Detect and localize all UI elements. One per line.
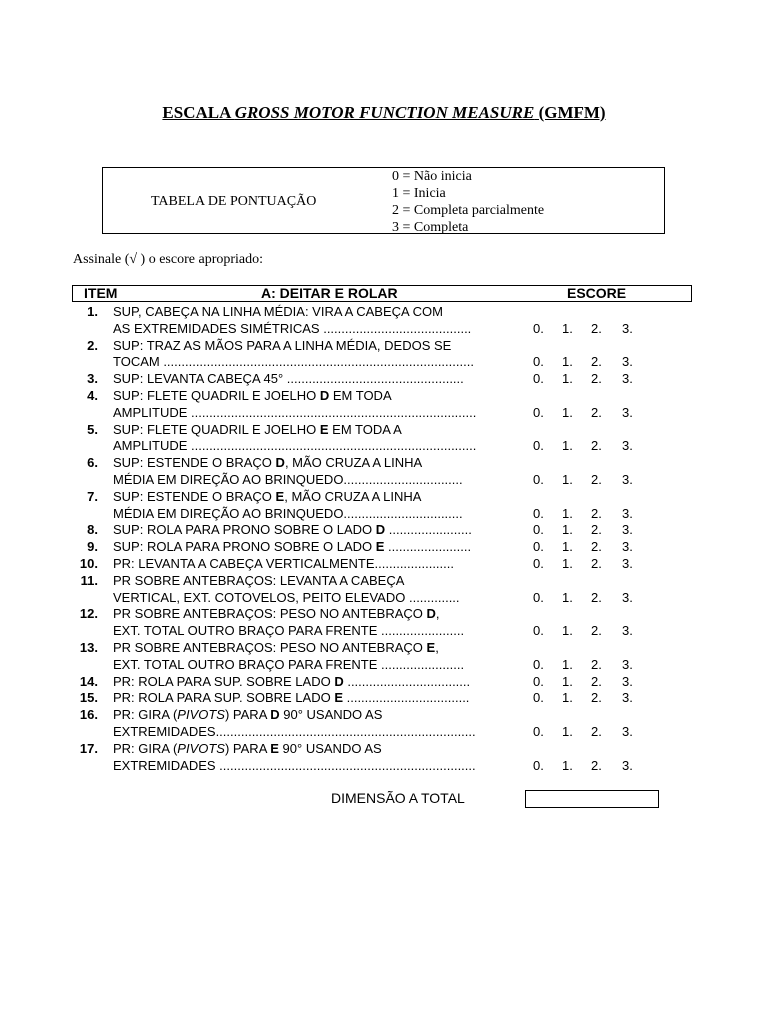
score-options	[0, 623, 768, 640]
item-text-segment: EM TODA	[329, 387, 392, 403]
score-option-3[interactable]: 3.	[622, 589, 633, 605]
item-text-segment: PR SOBRE ANTEBRAÇOS: PESO NO ANTEBRAÇO	[113, 606, 427, 622]
item-row	[0, 422, 768, 456]
score-option-1[interactable]: 1.	[562, 404, 573, 420]
score-option-2[interactable]: 2.	[591, 438, 602, 454]
item-text-segment: E	[375, 539, 385, 555]
score-option-3[interactable]: 3.	[622, 320, 633, 336]
score-option-2[interactable]: 2.	[591, 589, 602, 605]
score-option-1[interactable]: 1.	[562, 522, 573, 538]
item-row	[0, 455, 768, 489]
item-text-segment: PR SOBRE ANTEBRAÇOS: LEVANTA A CABEÇA	[113, 572, 405, 588]
score-options	[0, 758, 768, 775]
item-text-segment: MÉDIA EM DIREÇÃO AO BRINQUEDO.................................	[113, 505, 463, 521]
item-number: 14.	[79, 673, 98, 689]
score-option-2[interactable]: 2.	[591, 555, 602, 571]
item-text-line	[0, 640, 768, 657]
item-row	[0, 707, 768, 741]
item-description	[113, 455, 422, 472]
item-number: 7.	[87, 488, 98, 504]
item-text-line	[0, 690, 768, 707]
score-options	[0, 522, 768, 539]
scale-entry-1: 1 = Inicia	[392, 186, 446, 201]
item-text-line	[0, 539, 768, 556]
score-option-0[interactable]: 0.	[533, 471, 544, 487]
score-options	[0, 590, 768, 607]
score-option-0[interactable]: 0.	[533, 404, 544, 420]
score-options	[0, 321, 768, 338]
score-option-3[interactable]: 3.	[622, 522, 633, 538]
score-option-0[interactable]: 0.	[533, 522, 544, 538]
total-input-box[interactable]	[525, 790, 659, 808]
score-option-3[interactable]: 3.	[622, 371, 633, 387]
score-option-0[interactable]: 0.	[533, 723, 544, 739]
item-text-segment: SUP: TRAZ AS MÃOS PARA A LINHA MÉDIA, DEDOS SE	[113, 337, 452, 353]
item-row	[0, 556, 768, 573]
score-options	[0, 506, 768, 523]
item-text-line	[0, 590, 768, 607]
scoring-table-label: TABELA DE PONTUAÇÃO	[151, 194, 317, 209]
item-row	[0, 338, 768, 372]
item-text-line	[0, 522, 768, 539]
item-text-segment: AMPLITUDE ...............................................................................	[113, 404, 477, 420]
item-text-segment: AS EXTREMIDADES SIMÉTRICAS .........................................	[113, 320, 472, 336]
item-number: 2.	[87, 337, 98, 353]
item-text-segment: SUP: ESTENDE O BRAÇO	[113, 488, 276, 504]
item-description	[113, 304, 443, 321]
score-option-1[interactable]: 1.	[562, 656, 573, 672]
score-option-3[interactable]: 3.	[622, 757, 633, 773]
item-row	[0, 741, 768, 775]
item-number: 3.	[87, 371, 98, 387]
score-option-3[interactable]: 3.	[622, 471, 633, 487]
item-number: 6.	[87, 455, 98, 471]
item-description	[113, 388, 392, 405]
item-text-segment: ,	[435, 639, 439, 655]
score-option-2[interactable]: 2.	[591, 505, 602, 521]
item-row	[0, 522, 768, 539]
item-number: 5.	[87, 421, 98, 437]
item-row	[0, 640, 768, 674]
title-italic: GROSS MOTOR FUNCTION MEASURE	[234, 103, 535, 122]
score-options	[0, 539, 768, 556]
score-option-3[interactable]: 3.	[622, 656, 633, 672]
score-option-1[interactable]: 1.	[562, 471, 573, 487]
item-number: 15.	[79, 690, 98, 706]
item-text-segment: , MÃO CRUZA A LINHA	[284, 455, 423, 471]
item-text-segment: PR: ROLA PARA SUP. SOBRE LADO	[113, 690, 335, 706]
score-option-3[interactable]: 3.	[622, 673, 633, 689]
score-option-1[interactable]: 1.	[562, 438, 573, 454]
item-text-segment: D	[275, 455, 285, 471]
item-text-segment: ) PARA	[224, 740, 271, 756]
score-option-0[interactable]: 0.	[533, 505, 544, 521]
item-text-segment: E	[319, 421, 329, 437]
item-text-segment: ..................................	[343, 690, 470, 706]
score-options	[0, 371, 768, 388]
item-text-line	[0, 741, 768, 758]
score-options	[0, 556, 768, 573]
item-row	[0, 606, 768, 640]
score-option-2[interactable]: 2.	[591, 623, 602, 639]
item-text-segment: E	[270, 740, 279, 756]
scale-entry-0: 0 = Não inicia	[392, 169, 472, 184]
item-description	[113, 640, 439, 657]
item-text-segment: AMPLITUDE ...............................................................................	[113, 438, 477, 454]
item-description	[113, 606, 440, 623]
item-text-line	[0, 304, 768, 321]
header-item: ITEM	[84, 285, 118, 301]
score-option-2[interactable]: 2.	[591, 371, 602, 387]
score-option-0[interactable]: 0.	[533, 371, 544, 387]
item-number: 12.	[79, 606, 98, 622]
title-suffix: (GMFM)	[534, 103, 606, 122]
title-prefix: ESCALA	[162, 103, 235, 122]
score-options	[0, 657, 768, 674]
item-text-segment: EXTREMIDADES........................................................................	[113, 723, 476, 739]
score-options	[0, 674, 768, 691]
item-text-segment: SUP: FLETE QUADRIL E JOELHO	[113, 387, 320, 403]
item-number: 11.	[80, 572, 98, 588]
item-number: 8.	[87, 522, 98, 538]
item-text-segment: , MÃO CRUZA A LINHA	[284, 488, 422, 504]
score-option-0[interactable]: 0.	[533, 623, 544, 639]
item-text-segment: PIVOTS	[177, 740, 225, 756]
score-option-2[interactable]: 2.	[591, 404, 602, 420]
item-text-line	[0, 674, 768, 691]
item-text-line	[0, 338, 768, 355]
score-option-0[interactable]: 0.	[533, 589, 544, 605]
item-description	[113, 573, 404, 590]
item-text-line	[0, 405, 768, 422]
score-option-2[interactable]: 2.	[591, 354, 602, 370]
score-options	[0, 724, 768, 741]
item-text-segment: ,	[435, 606, 440, 622]
scoring-table	[102, 167, 665, 234]
item-number: 17.	[79, 740, 98, 756]
score-option-2[interactable]: 2.	[591, 723, 602, 739]
item-number: 1.	[87, 304, 98, 319]
item-row	[0, 674, 768, 691]
item-number: 16.	[79, 707, 98, 723]
item-text-line	[0, 371, 768, 388]
item-text-segment: SUP: LEVANTA CABEÇA 45° .................................................	[113, 371, 464, 387]
item-row	[0, 690, 768, 707]
score-option-3[interactable]: 3.	[622, 690, 633, 706]
score-option-3[interactable]: 3.	[622, 505, 633, 521]
item-text-line	[0, 422, 768, 439]
score-option-1[interactable]: 1.	[562, 371, 573, 387]
item-text-segment: PR: GIRA (	[113, 707, 178, 723]
score-option-2[interactable]: 2.	[591, 522, 602, 538]
scale-entry-3: 3 = Completa	[392, 220, 469, 235]
score-option-0[interactable]: 0.	[533, 539, 544, 555]
score-option-3[interactable]: 3.	[622, 539, 633, 555]
item-text-segment: D	[270, 707, 280, 723]
item-text-line	[0, 489, 768, 506]
item-text-segment: ) PARA	[224, 707, 271, 723]
score-option-2[interactable]: 2.	[591, 690, 602, 706]
score-options	[0, 405, 768, 422]
item-text-segment: EXT. TOTAL OUTRO BRAÇO PARA FRENTE .......................	[113, 623, 465, 639]
item-text-segment: PR: GIRA (	[113, 740, 178, 756]
item-text-segment: E	[334, 690, 343, 706]
score-options	[0, 690, 768, 707]
score-option-1[interactable]: 1.	[562, 320, 573, 336]
item-text-line	[0, 573, 768, 590]
score-option-2[interactable]: 2.	[591, 471, 602, 487]
score-option-3[interactable]: 3.	[622, 723, 633, 739]
score-options	[0, 354, 768, 371]
score-options	[0, 438, 768, 455]
score-option-1[interactable]: 1.	[562, 723, 573, 739]
score-option-0[interactable]: 0.	[533, 320, 544, 336]
scoring-scale	[392, 168, 544, 236]
item-description	[113, 489, 421, 506]
item-row	[0, 573, 768, 607]
score-option-0[interactable]: 0.	[533, 673, 544, 689]
score-options	[0, 472, 768, 489]
score-option-3[interactable]: 3.	[622, 404, 633, 420]
item-text-segment: .......................	[385, 522, 472, 538]
score-option-2[interactable]: 2.	[591, 320, 602, 336]
score-option-2[interactable]: 2.	[591, 673, 602, 689]
item-text-line	[0, 556, 768, 573]
score-option-0[interactable]: 0.	[533, 555, 544, 571]
total-label: DIMENSÃO A TOTAL	[331, 790, 465, 806]
score-option-1[interactable]: 1.	[562, 539, 573, 555]
item-text-segment: D	[319, 387, 330, 403]
item-text-segment: D	[426, 606, 436, 622]
instruction-text: Assinale (√ ) o escore apropriado:	[73, 252, 264, 267]
item-text-segment: VERTICAL, EXT. COTOVELOS, PEITO ELEVADO ..............	[113, 589, 460, 605]
item-text-line	[0, 506, 768, 523]
item-text-line	[0, 657, 768, 674]
item-text-line	[0, 438, 768, 455]
item-text-segment: 90° USANDO AS	[279, 707, 383, 723]
score-option-3[interactable]: 3.	[622, 438, 633, 454]
score-option-0[interactable]: 0.	[533, 354, 544, 370]
item-text-segment: SUP: FLETE QUADRIL E JOELHO	[113, 421, 320, 437]
item-text-line	[0, 724, 768, 741]
item-text-segment: PR SOBRE ANTEBRAÇOS: PESO NO ANTEBRAÇO	[113, 639, 427, 655]
score-option-0[interactable]: 0.	[533, 757, 544, 773]
item-number: 13.	[79, 639, 98, 655]
score-option-3[interactable]: 3.	[622, 623, 633, 639]
item-text-line	[0, 455, 768, 472]
item-text-segment: E	[275, 488, 285, 504]
item-text-segment: TOCAM ......................................................................................	[113, 354, 474, 370]
item-text-line	[0, 707, 768, 724]
item-text-segment: SUP, CABEÇA NA LINHA MÉDIA: VIRA A CABEÇA COM	[113, 304, 443, 319]
item-text-line	[0, 472, 768, 489]
item-text-segment: 90° USANDO AS	[278, 740, 382, 756]
item-number: 10.	[79, 555, 98, 571]
item-row	[0, 371, 768, 388]
item-description	[113, 707, 382, 724]
score-option-1[interactable]: 1.	[562, 555, 573, 571]
item-number: 4.	[87, 387, 98, 403]
item-text-line	[0, 354, 768, 371]
item-row	[0, 489, 768, 523]
item-text-segment: EXTREMIDADES .......................................................................	[113, 757, 476, 773]
header-section: A: DEITAR E ROLAR	[261, 285, 398, 301]
score-option-3[interactable]: 3.	[622, 555, 633, 571]
score-option-1[interactable]: 1.	[562, 354, 573, 370]
page-title	[0, 103, 768, 123]
item-text-segment: E	[426, 639, 436, 655]
score-option-1[interactable]: 1.	[562, 690, 573, 706]
item-text-line	[0, 623, 768, 640]
item-text-segment: PR: LEVANTA A CABEÇA VERTICALMENTE......................	[113, 555, 454, 571]
score-option-1[interactable]: 1.	[562, 623, 573, 639]
item-text-line	[0, 606, 768, 623]
score-option-1[interactable]: 1.	[562, 505, 573, 521]
item-text-segment: MÉDIA EM DIREÇÃO AO BRINQUEDO.................................	[113, 471, 463, 487]
item-text-segment: SUP: ESTENDE O BRAÇO	[113, 455, 276, 471]
item-number: 9.	[87, 539, 98, 555]
item-text-line	[0, 758, 768, 775]
item-description	[113, 741, 382, 758]
score-option-2[interactable]: 2.	[591, 757, 602, 773]
item-text-segment: EXT. TOTAL OUTRO BRAÇO PARA FRENTE .......................	[113, 656, 465, 672]
item-text-segment: D	[334, 673, 344, 689]
item-list	[0, 304, 768, 774]
score-option-0[interactable]: 0.	[533, 656, 544, 672]
header-score: ESCORE	[567, 285, 627, 301]
score-option-0[interactable]: 0.	[533, 690, 544, 706]
item-text-line	[0, 321, 768, 338]
item-description	[113, 338, 451, 355]
table-header	[72, 285, 692, 302]
score-option-2[interactable]: 2.	[591, 539, 602, 555]
item-row	[0, 304, 768, 338]
score-option-2[interactable]: 2.	[591, 656, 602, 672]
item-text-segment: PIVOTS	[177, 707, 225, 723]
item-text-segment: SUP: ROLA PARA PRONO SOBRE O LADO	[113, 522, 376, 538]
item-text-segment: .......................	[384, 539, 472, 555]
item-text-line	[0, 388, 768, 405]
item-text-segment: EM TODA A	[328, 421, 402, 437]
item-row	[0, 539, 768, 556]
score-option-1[interactable]: 1.	[562, 673, 573, 689]
score-option-3[interactable]: 3.	[622, 354, 633, 370]
score-option-0[interactable]: 0.	[533, 438, 544, 454]
score-option-1[interactable]: 1.	[562, 589, 573, 605]
item-text-segment: SUP: ROLA PARA PRONO SOBRE O LADO	[113, 539, 376, 555]
item-text-segment: PR: ROLA PARA SUP. SOBRE LADO	[113, 673, 335, 689]
item-row	[0, 388, 768, 422]
item-description	[113, 422, 402, 439]
scale-entry-2: 2 = Completa parcialmente	[392, 203, 545, 218]
item-text-segment: D	[375, 522, 386, 538]
score-option-1[interactable]: 1.	[562, 757, 573, 773]
item-text-segment: ..................................	[343, 673, 471, 689]
